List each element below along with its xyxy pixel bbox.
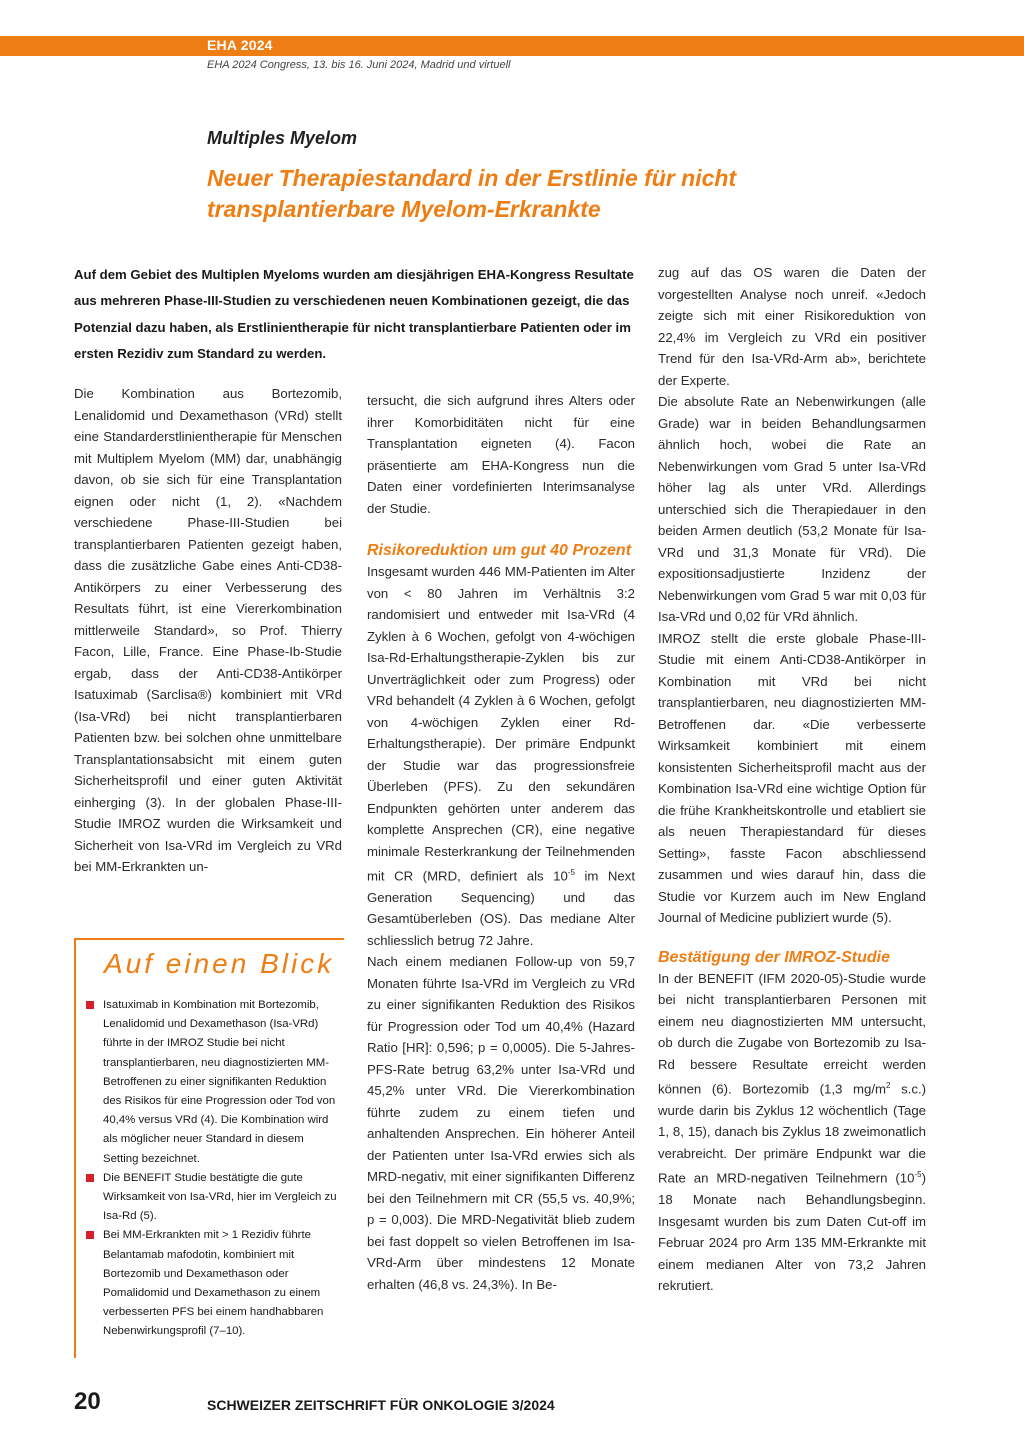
square-bullet-icon (86, 1231, 94, 1239)
at-a-glance-box (74, 938, 344, 1358)
body-text-fragment: s.c.) wurde darin bis Zyklus 12 wöchentlich (Tage 1, 8, 15), danach bis Zyklus 18 zweimonatlich verabreicht. Der primäre Endpunkt war die Rate an MRD-negativen Teilnehmern (10 (658, 1081, 926, 1186)
page-number: 20 (74, 1388, 101, 1415)
at-a-glance-item (86, 1169, 341, 1227)
article-lead: Auf dem Gebiet des Multiplen Myeloms wurden am diesjährigen EHA-Kongress Resultate aus mehreren Phase-III-Studien zu verschiedenen neuen Kombinationen gezeigt, die das Potenzial dazu haben, als Erstlinientherapie für nicht transplantierbare Patienten oder im ersten Rezidiv zum Standard zu werden. (74, 267, 634, 361)
journal-title: SCHWEIZER ZEITSCHRIFT FÜR ONKOLOGIE 3/2024 (207, 1397, 555, 1413)
body-paragraph (367, 561, 635, 951)
body-text-fragment: ) 18 Monate nach Behandlungsbeginn. Insgesamt wurden bis zum Daten Cut-off im Februar 2024 pro Arm 135 MM-Erkrankte mit einem medianen Alter von 73,2 Jahren rekrutiert. (658, 1170, 926, 1294)
text-column-1 (74, 383, 342, 878)
body-paragraph (658, 968, 926, 1297)
square-bullet-icon (86, 1174, 94, 1182)
body-paragraph: tersucht, die sich aufgrund ihres Alters oder ihrer Komorbiditäten nicht für eine Transplantation eigneten (4). Facon präsentierte am EHA-Kongress nun die Daten einer vordefinierten Interimsanalyse der Studie. (367, 393, 635, 516)
body-text-fragment: In der BENEFIT (IFM 2020-05)-Studie wurde bei nicht transplantierbaren Personen mit einem neu diagnostizierten MM untersucht, ob durch die Zugabe von Bortezomib zu Isa-Rd bessere Resultate erreicht werden können (6). Bortezomib (1,3 mg/m (658, 970, 926, 1097)
at-a-glance-item (86, 1226, 341, 1341)
superscript: -5 (567, 868, 575, 877)
superscript: -5 (914, 1170, 922, 1180)
text-column-3 (658, 262, 926, 1297)
body-text-fragment: im Next Generation Sequencing) und das Gesamtüberleben (OS). Das mediane Alter schliesslich betrug 72 Jahre. (367, 868, 636, 948)
body-paragraph: Die absolute Rate an Nebenwirkungen (alle Grade) war in beiden Behandlungsarmen ähnlich hoch, wobei die Rate an Nebenwirkungen vom Grad 5 unter Isa-VRd höher lag als unter VRd. Allerdings unterschied sich die Therapiedauer in den beiden Armen deutlich (53,2 Monate für Isa-VRd und 31,3 Monate für VRd). Die expositionsadjustierte Inzidenz der Nebenwirkungen vom Grad 5 war mit 0,03 für Isa-VRd und 0,02 für VRd ähnlich. (658, 394, 926, 624)
section-header-bar (0, 36, 1024, 56)
at-a-glance-item (86, 996, 341, 1169)
at-a-glance-title: Auf einen Blick (104, 948, 335, 979)
at-a-glance-item-text: Isatuximab in Kombination mit Bortezomib, Lenalidomid und Dexamethason (Isa-VRd) führte in der IMROZ Studie bei nicht transplantierbaren, neu diagnostizierten MM-Betroffenen zu einer signifikanten Reduktion des Risikos für eine Progression oder Tod von 40,4% versus VRd (4). Die Kombination wird als möglicher neuer Standard in diesem Setting bezeichnet. (103, 999, 336, 1165)
body-paragraph: zug auf das OS waren die Daten der vorgestellten Analyse noch unreif. «Jedoch zeigte sich mit einer Risikoreduktion von 22,4% im Vergleich zu VRd ein positiver Trend für den Isa-VRd-Arm ab», berichtete der Experte. (658, 265, 926, 388)
subheading-imroz-confirmation: Bestätigung der IMROZ-Studie (658, 948, 890, 966)
body-text-fragment: Insgesamt wurden 446 MM-Patienten im Alter von < 80 Jahren im Verhältnis 3:2 randomisiert und entweder mit Isa-VRd (4 Zyklen à 6 Wochen, gefolgt von 4-wöchigen Isa-Rd-Erhaltungstherapie-Zyklen bis zur Unverträglichkeit oder zum Progress) oder VRd behandelt (4 Zyklen à 6 Wochen, gefolgt von 4-wöchigen Zyklen einer Rd-Erhaltungstherapie). Der primäre Endpunkt der Studie war das progressionsfreie Überleben (PFS). Zu den sekundären Endpunkten gehörten unter anderem das komplette Ansprechen (CR), eine negative minimale Resterkrankung der Teilnehmenden mit CR (MRD, definiert als 10 (367, 564, 635, 884)
superscript: 2 (886, 1081, 891, 1090)
square-bullet-icon (86, 1001, 94, 1009)
section-label: EHA 2024 (207, 37, 273, 53)
text-column-2 (367, 390, 635, 1295)
congress-subline: EHA 2024 Congress, 13. bis 16. Juni 2024, Madrid und virtuell (207, 59, 511, 71)
body-paragraph: Die Kombination aus Bortezomib, Lenalidomid und Dexamethason (VRd) stellt eine Standarderstlinientherapie für Menschen mit Multiplem Myelom (MM) dar, unabhängig davon, ob sie sich für eine Transplantation eignen oder nicht (1, 2). «Nachdem verschiedene Phase-III-Studien bei transplantierbaren Patienten gezeigt haben, dass die zusätzliche Gabe eines Anti-CD38-Antikörpers zu einer Verbesserung des Resultats führt, ist eine Viererkombination mittlerweile Standard», so Prof. Thierry Facon, Lille, France. Eine Phase-Ib-Studie ergab, dass der Anti-CD38-Antikörper Isatuximab (Sarclisa®) kombiniert mit VRd (Isa-VRd) bei nicht transplantierbaren Patienten bzw. bei solchen ohne unmittelbare Transplantationsabsicht mit einem guten Sicherheitsprofil und einer guten Aktivität einherging (3). In der globalen Phase-III-Studie IMROZ wurden die Wirksamkeit und Sicherheit von Isa-VRd im Vergleich zu VRd bei MM-Erkrankten un- (74, 386, 342, 874)
at-a-glance-item-text: Die BENEFIT Studie bestätigte die gute Wirksamkeit von Isa-VRd, hier im Vergleich zu Isa-Rd (5). (103, 1171, 337, 1223)
at-a-glance-list (86, 996, 341, 1342)
subheading-risk-reduction: Risikoreduktion um gut 40 Prozent (367, 542, 632, 559)
article-title: Neuer Therapiestandard in der Erstlinie für nicht transplantierbare Myelom-Erkrankte (207, 165, 737, 222)
article-kicker: Multiples Myelom (207, 128, 358, 148)
at-a-glance-item-text: Bei MM-Erkrankten mit > 1 Rezidiv führte Belantamab mafodotin, kombiniert mit Bortezomib und Dexamethason oder Pomalidomid und Dexamethason zu einem verbesserten PFS bei einem handhabbaren Nebenwirkungsprofil (7–10). (103, 1229, 324, 1338)
body-paragraph: Nach einem medianen Follow-up von 59,7 Monaten führte Isa-VRd im Vergleich zu VRd zu einer signifikanten Reduktion des Risikos für Progression oder Tod um 40,4% (Hazard Ratio [HR]: 0,596; p = 0,0005). Die 5-Jahres-PFS-Rate betrug 63,2% unter Isa-VRd und 45,2% unter VRd. Die Viererkombination führte zudem zu einem tiefen und anhaltenden Ansprechen. Ein höherer Anteil der Patienten unter Isa-VRd erwies sich als MRD-negativ, mit einer signifikanten Differenz bei den Teilnehmern mit CR (55,5 vs. 40,9%; p = 0,003). Die MRD-Negativität blieb zudem bei fast doppelt so vielen Betroffenen im Isa-VRd-Arm über mindestens 12 Monate erhalten (46,8 vs. 24,3%). In Be- (367, 954, 635, 1292)
body-paragraph: IMROZ stellt die erste globale Phase-III-Studie mit einem Anti-CD38-Antikörper in Kombination mit VRd bei nicht transplantierbaren, neu diagnostizierten MM-Betroffenen dar. «Die verbesserte Wirksamkeit kombiniert mit einem konsistenten Sicherheitsprofil macht aus der Kombination Isa-VRd eine wichtige Option für die frühe Krankheitskontrolle und etabliert sie als neuen Therapiestandard für dieses Setting», fasste Facon abschliessend zusammen und wies darauf hin, dass die Studie vor Kurzem auch im New England Journal of Medicine publiziert wurde (5). (658, 630, 926, 925)
